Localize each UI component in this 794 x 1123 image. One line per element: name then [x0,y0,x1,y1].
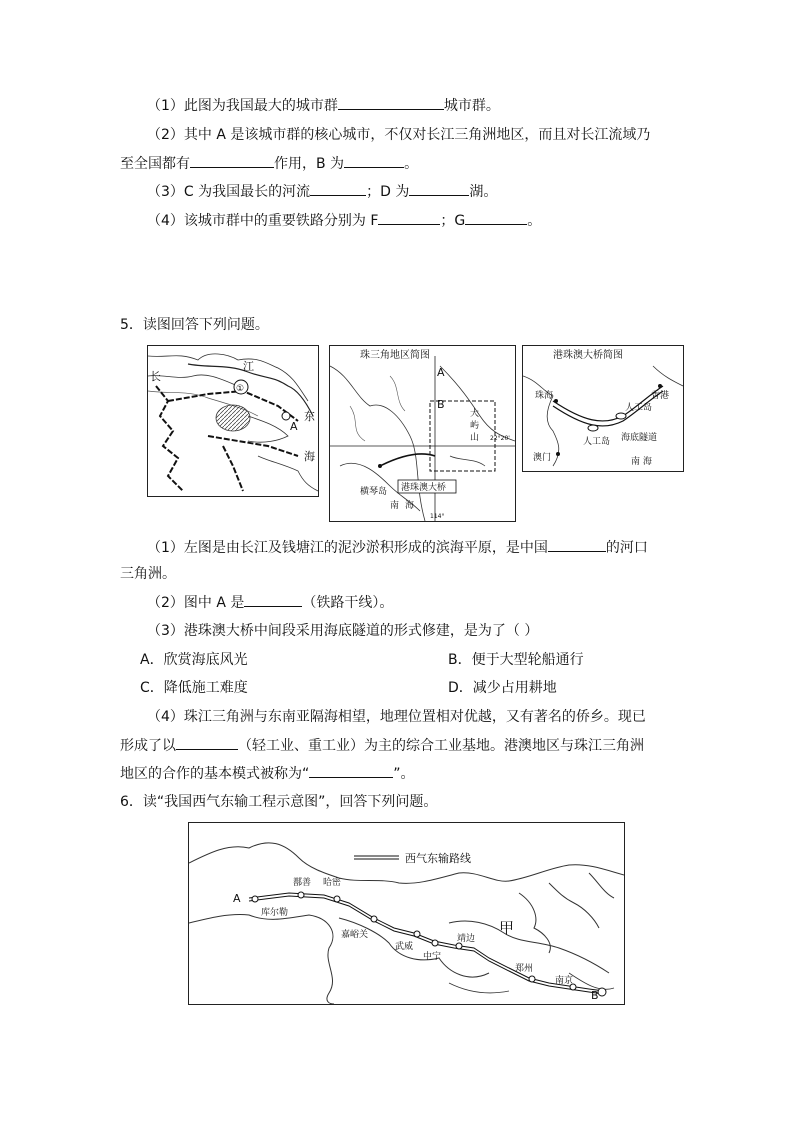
q6-label-jingbian: 靖边 [457,934,476,944]
q5-line-4 [147,621,538,641]
q5-blank-2[interactable] [244,592,302,607]
q5-s3: （3）港珠澳大桥中间段采用海底隧道的形式修建，是为了（ ） [147,623,539,639]
map3-label-macao: 澳门 [533,453,552,463]
q5-s4-c-pre: 地区的合作的基本模式被称为“ [120,766,310,782]
q4-line-1 [147,95,500,116]
q5-option-b[interactable]: B．便于大型轮船通行 [448,652,584,668]
q5-s1-b: 三角洲。 [120,566,176,582]
q6-label-hami: 哈密 [323,878,342,888]
q5-blank-3[interactable] [176,735,238,750]
map1-label-circle-1: ① [236,384,245,394]
map2-label-yu: 屿 [470,421,480,431]
q4-blank-4[interactable] [310,181,366,196]
q5-line-6 [120,735,644,756]
q5-s4-b-post: （轻工业、重工业）为主的综合工业基地。港澳地区与珠江三角洲 [238,738,644,754]
map2-label-hengqin: 横琴岛 [360,487,388,497]
q5-option-c[interactable]: C．降低施工难度 [140,680,248,696]
q6-map-legend: 西气东输路线 [405,852,471,865]
q5-map-yangtze-delta [147,345,319,497]
q5-line-5 [147,707,646,727]
map2-label-b: B [437,398,445,411]
q5-option-d[interactable]: D．减少占用耕地 [448,680,557,696]
q6-label-jia: 甲 [499,919,515,937]
q6-title: 6．读“我国西气东输工程示意图”，回答下列问题。 [120,794,438,810]
q6-label-a: A [233,892,241,905]
map1-label-jiang: 江 [243,360,254,373]
q5-blank-1[interactable] [548,537,606,552]
q6-label-nanjing: 南京 [555,976,574,986]
q5-line-2 [120,564,176,584]
q4-s3-mid: ；D 为 [366,184,410,200]
q5-line-1 [147,537,648,558]
q4-line-5 [147,210,541,231]
q4-s4-post: 。 [527,213,542,229]
map1-label-hai: 海 [304,450,315,463]
q5-s4-c-post: ”。 [393,766,415,782]
q6-label-jiayuguan: 嘉峪关 [341,930,369,940]
map3-label-hongkong: 香港 [651,391,670,401]
map2-label-a: A [437,366,445,379]
map2-label-lon: 114° [430,513,445,520]
map3-title: 港珠澳大桥简图 [553,350,623,361]
q6-label-kuerle: 库尔勒 [261,908,289,918]
q5-s4-b-pre: 形成了以 [120,738,176,754]
map3-label-southsea: 南 海 [631,457,652,467]
q4-blank-6[interactable] [378,210,440,225]
map2-label-lat: 22°20' [490,435,510,442]
q4-s2-b-mid: 作用，B 为 [274,156,345,172]
q4-s4-mid: ；G [440,213,466,229]
map3-label-island-1: 人工岛 [625,403,653,413]
q4-line-4 [147,181,497,202]
map1-label-dong: 东 [304,410,315,423]
q6-label-zhengzhou: 郑州 [515,964,534,974]
q4-line-2 [147,125,650,145]
q5-option-a[interactable]: A．欣赏海底风光 [140,652,248,668]
q4-line-3 [120,153,418,174]
map1-label-a: A [290,420,298,433]
q5-line-3 [147,592,393,613]
q6-map-west-east-gas [188,822,625,1005]
q5-s2-post: （铁路干线）。 [302,595,394,611]
q4-s1-pre: （1）此图为我国最大的城市群 [147,98,338,114]
q6-label-shanshan: 鄯善 [293,878,312,888]
q4-s2-b-pre: 至全国都有 [120,156,190,172]
q6-label-zhongning: 中宁 [423,952,442,962]
q4-blank-5[interactable] [409,181,469,196]
q4-s4-pre: （4）该城市群中的重要铁路分别为 F [147,213,379,229]
q4-s3-pre: （3）C 为我国最长的河流 [147,184,311,200]
q5-s4-a: （4）珠江三角洲与东南亚隔海相望，地理位置相对优越，又有著名的侨乡。现已 [147,709,646,725]
q5-s1-post: 的河口 [605,540,648,556]
q4-s1-post: 城市群。 [443,98,500,114]
q6-label-b: B [591,989,599,1002]
q4-blank-1[interactable] [338,95,444,110]
q5-s1-pre: （1）左图是由长江及钱塘江的泥沙淤积形成的滨海平原，是中国 [147,540,548,556]
map2-title: 珠三角地区简图 [360,350,430,361]
map3-label-zhuhai: 珠海 [535,391,554,401]
q4-blank-7[interactable] [465,210,527,225]
map2-label-da: 大 [470,409,480,419]
q6-label-wuwei: 武威 [395,942,414,952]
map2-label-shan: 山 [470,433,480,443]
q4-s2-a: （2）其中 A 是该城市群的核心城市，不仅对长江三角洲地区，而且对长江流域乃 [147,127,651,143]
q5-title: 5．读图回答下列问题。 [120,317,269,333]
map2-label-bridge: 港珠澳大桥 [401,483,447,493]
q4-s2-b-post: 。 [404,156,419,172]
q4-blank-3[interactable] [344,153,404,168]
map3-label-island-2: 人工岛 [583,437,611,447]
q5-map-bridge [522,345,684,472]
map2-label-nan: 南 [390,501,400,511]
q4-blank-2[interactable] [190,153,274,168]
q4-s3-post: 湖。 [469,184,498,200]
q5-map-pearl-delta [329,345,516,522]
map1-label-chang: 长 [150,370,161,383]
map2-label-hai: 海 [405,501,415,511]
q5-s2-pre: （2）图中 A 是 [147,595,245,611]
q5-blank-4[interactable] [309,763,393,778]
q5-line-7 [120,763,415,784]
map3-label-tunnel: 海底隧道 [621,433,658,443]
